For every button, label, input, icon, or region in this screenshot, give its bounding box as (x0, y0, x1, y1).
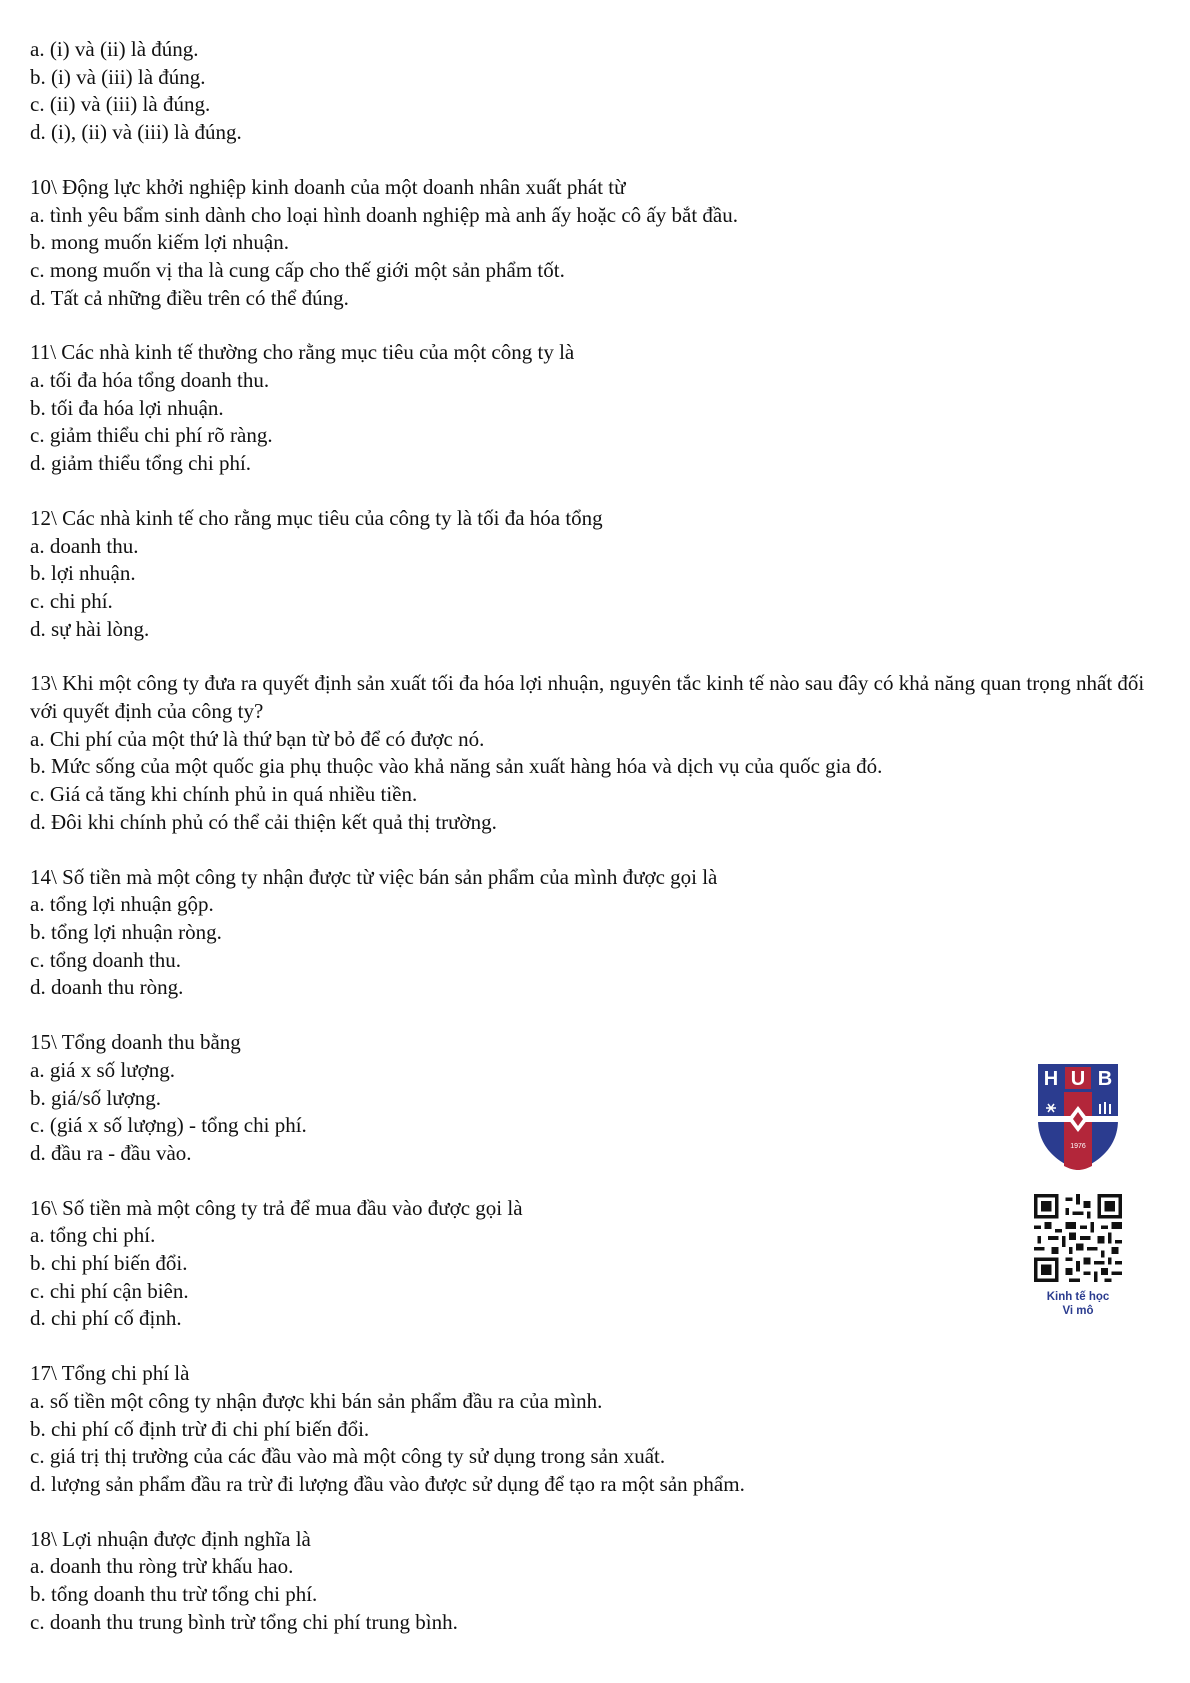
option: c. (ii) và (iii) là đúng. (30, 92, 211, 117)
continued-options (30, 36, 1170, 147)
option: b. lợi nhuận. (30, 561, 136, 586)
question-12 (30, 505, 1170, 644)
logo-letter: U (1070, 1068, 1086, 1090)
option: c. doanh thu trung bình trừ tổng chi phí trung bình. (30, 1609, 458, 1634)
question-stem: 16\ Số tiền mà một công ty trả để mua đầu vào được gọi là (30, 1195, 523, 1220)
question-15 (30, 1029, 1170, 1168)
question-stem: 13\ Khi một công ty đưa ra quyết định sản xuất tối đa hóa lợi nhuận, nguyên tắc kinh tế nào sau đây có khả năng quan trọng nhất đối với quyết định của công ty? (30, 671, 1145, 724)
option: a. tối đa hóa tổng doanh thu. (30, 368, 270, 393)
hub-badge (1034, 1060, 1122, 1318)
option: d. (i), (ii) và (iii) là đúng. (30, 120, 242, 145)
option: c. chi phí. (30, 588, 113, 613)
option: a. giá x số lượng. (30, 1057, 175, 1082)
logo-letter: H (1043, 1068, 1059, 1090)
option: a. (i) và (ii) là đúng. (30, 37, 199, 61)
question-stem: 18\ Lợi nhuận được định nghĩa là (30, 1526, 311, 1551)
option: b. chi phí biến đổi. (30, 1251, 188, 1276)
option: a. doanh thu. (30, 533, 139, 558)
option: a. tổng lợi nhuận gộp. (30, 892, 214, 917)
question-13 (30, 670, 1170, 836)
question-stem: 15\ Tổng doanh thu bằng (30, 1030, 241, 1055)
option: c. giảm thiểu chi phí rõ ràng. (30, 423, 273, 448)
option: b. giá/số lượng. (30, 1085, 161, 1110)
option: c. mong muốn vị tha là cung cấp cho thế giới một sản phẩm tốt. (30, 257, 565, 282)
option: d. chi phí cố định. (30, 1306, 182, 1331)
option: b. mong muốn kiếm lợi nhuận. (30, 230, 290, 255)
option: d. sự hài lòng. (30, 616, 150, 641)
option: a. Chi phí của một thứ là thứ bạn từ bỏ để có được nó. (30, 726, 485, 751)
hub-logo (1034, 1060, 1122, 1174)
qr-code-icon (1034, 1194, 1122, 1282)
option: a. tình yêu bẩm sinh dành cho loại hình doanh nghiệp mà anh ấy hoặc cô ấy bắt đầu. (30, 202, 738, 227)
option: b. (i) và (iii) là đúng. (30, 64, 206, 89)
option: c. (giá x số lượng) - tổng chi phí. (30, 1113, 307, 1138)
caption-line: Kinh tế học (1046, 1291, 1110, 1303)
option: b. tổng lợi nhuận ròng. (30, 919, 222, 944)
question-stem: 10\ Động lực khởi nghiệp kinh doanh của một doanh nhân xuất phát từ (30, 174, 626, 199)
question-14 (30, 864, 1170, 1003)
question-stem: 14\ Số tiền mà một công ty nhận được từ việc bán sản phẩm của mình được gọi là (30, 864, 718, 889)
question-10 (30, 174, 1170, 313)
option: d. doanh thu ròng. (30, 975, 184, 1000)
option: c. tổng doanh thu. (30, 947, 182, 972)
option: b. tối đa hóa lợi nhuận. (30, 395, 224, 420)
option: d. giảm thiểu tổng chi phí. (30, 451, 252, 476)
question-17 (30, 1360, 1170, 1499)
question-stem: 17\ Tổng chi phí là (30, 1361, 190, 1386)
option: d. đầu ra - đầu vào. (30, 1140, 192, 1165)
question-stem: 12\ Các nhà kinh tế cho rằng mục tiêu của công ty là tối đa hóa tổng (30, 505, 603, 530)
option: b. tổng doanh thu trừ tổng chi phí. (30, 1582, 318, 1607)
option: c. Giá cả tăng khi chính phủ in quá nhiều tiền. (30, 782, 418, 807)
option: d. lượng sản phẩm đầu ra trừ đi lượng đầu vào được sử dụng để tạo ra một sản phẩm. (30, 1471, 745, 1496)
option: c. giá trị thị trường của các đầu vào mà một công ty sử dụng trong sản xuất. (30, 1444, 666, 1469)
caption-line: Vi mô (1062, 1305, 1094, 1317)
option: b. Mức sống của một quốc gia phụ thuộc vào khả năng sản xuất hàng hóa và dịch vụ của quốc gia đó. (30, 754, 883, 779)
question-16 (30, 1195, 1170, 1334)
question-stem: 11\ Các nhà kinh tế thường cho rằng mục tiêu của một công ty là (30, 340, 575, 365)
option: b. chi phí cố định trừ đi chi phí biến đổi. (30, 1416, 370, 1441)
option: c. chi phí cận biên. (30, 1278, 189, 1303)
logo-year: 1976 (1070, 1143, 1086, 1150)
badge-caption (1034, 1290, 1122, 1318)
logo-letter: B (1097, 1068, 1113, 1090)
option: a. doanh thu ròng trừ khấu hao. (30, 1554, 294, 1579)
question-11 (30, 339, 1170, 478)
exam-page (30, 36, 1170, 1663)
option: a. số tiền một công ty nhận được khi bán sản phẩm đầu ra của mình. (30, 1388, 603, 1413)
option: d. Tất cả những điều trên có thể đúng. (30, 285, 349, 310)
option: d. Đôi khi chính phủ có thể cải thiện kết quả thị trường. (30, 809, 497, 834)
option: a. tổng chi phí. (30, 1223, 156, 1248)
question-18 (30, 1526, 1170, 1637)
